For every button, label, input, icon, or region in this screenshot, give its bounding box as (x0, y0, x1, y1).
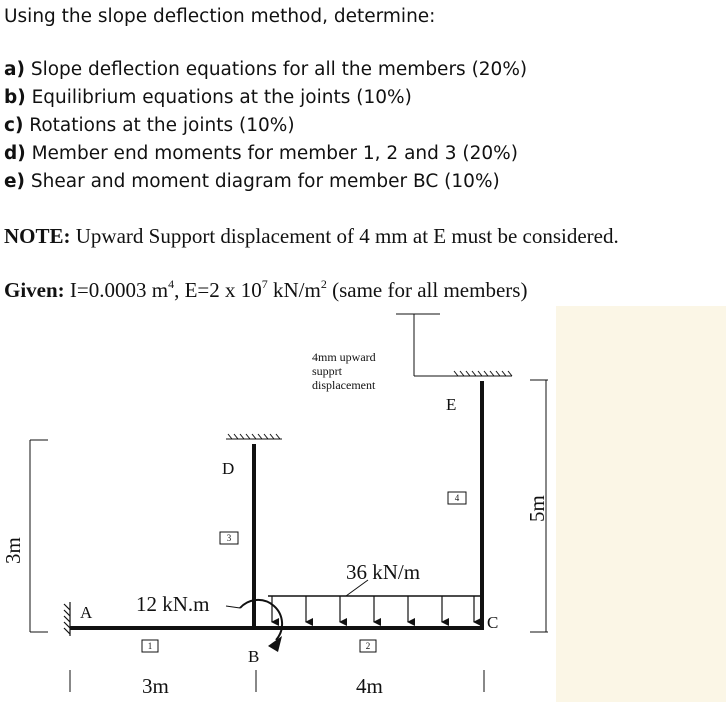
part-text: Rotations at the joints (10%) (23, 115, 295, 136)
node-label-b: B (248, 647, 260, 666)
part-c (4, 115, 295, 137)
node-label-a: A (80, 603, 93, 622)
given-label: Given: (4, 278, 65, 302)
part-marker: c) (4, 115, 24, 136)
dimension-label-ab: 3m (142, 674, 169, 698)
part-marker: b) (4, 87, 26, 108)
svg-text:2: 2 (365, 641, 371, 651)
part-b (4, 87, 412, 109)
distributed-load-label: 36 kN/m (346, 560, 421, 584)
moment-load-label: 12 kN.m (136, 592, 210, 616)
note-label: NOTE: (4, 224, 71, 248)
member-id-4 (448, 492, 466, 504)
note-text: Upward Support displacement of 4 mm at E must be considered. (70, 224, 619, 248)
question-intro: Using the slope deflection method, determine: (4, 6, 436, 27)
dimension-label-bc: 4m (356, 674, 383, 698)
part-a (4, 59, 527, 81)
part-text: Shear and moment diagram for member BC (10%) (25, 171, 500, 192)
displacement-note-line-2: supprt (312, 364, 342, 378)
member-id-2 (360, 640, 376, 652)
part-d (4, 143, 518, 165)
structure-figure (0, 306, 726, 702)
dimension-label-right-height: 5m (525, 495, 549, 522)
note-line (4, 224, 619, 248)
svg-text:1: 1 (147, 641, 153, 651)
part-text: Member end moments for member 1, 2 and 3 (20%) (25, 143, 518, 164)
given-line: Given: I=0.0003 $m^4$, E=2 x $10^7$ $kN/m^2$ (same for all members) (4, 277, 528, 302)
member-id-3 (220, 532, 238, 544)
displacement-note-line-3: displacement (312, 378, 376, 392)
frame-diagram (0, 306, 726, 702)
displacement-note-line-1: 4mm upward (312, 350, 376, 364)
node-label-c: C (487, 613, 499, 632)
node-label-e: E (446, 395, 457, 414)
part-e (4, 171, 500, 193)
part-marker: e) (4, 171, 26, 192)
member-id-1 (142, 640, 158, 652)
svg-text:3: 3 (226, 533, 232, 543)
part-text: Slope deflection equations for all the members (20%) (24, 59, 528, 80)
part-marker: a) (4, 59, 25, 80)
dimension-label-left-height: 3m (1, 537, 25, 564)
node-label-d: D (222, 459, 235, 478)
part-text: Equilibrium equations at the joints (10%) (25, 87, 412, 108)
part-marker: d) (4, 143, 26, 164)
svg-text:4: 4 (454, 493, 460, 503)
